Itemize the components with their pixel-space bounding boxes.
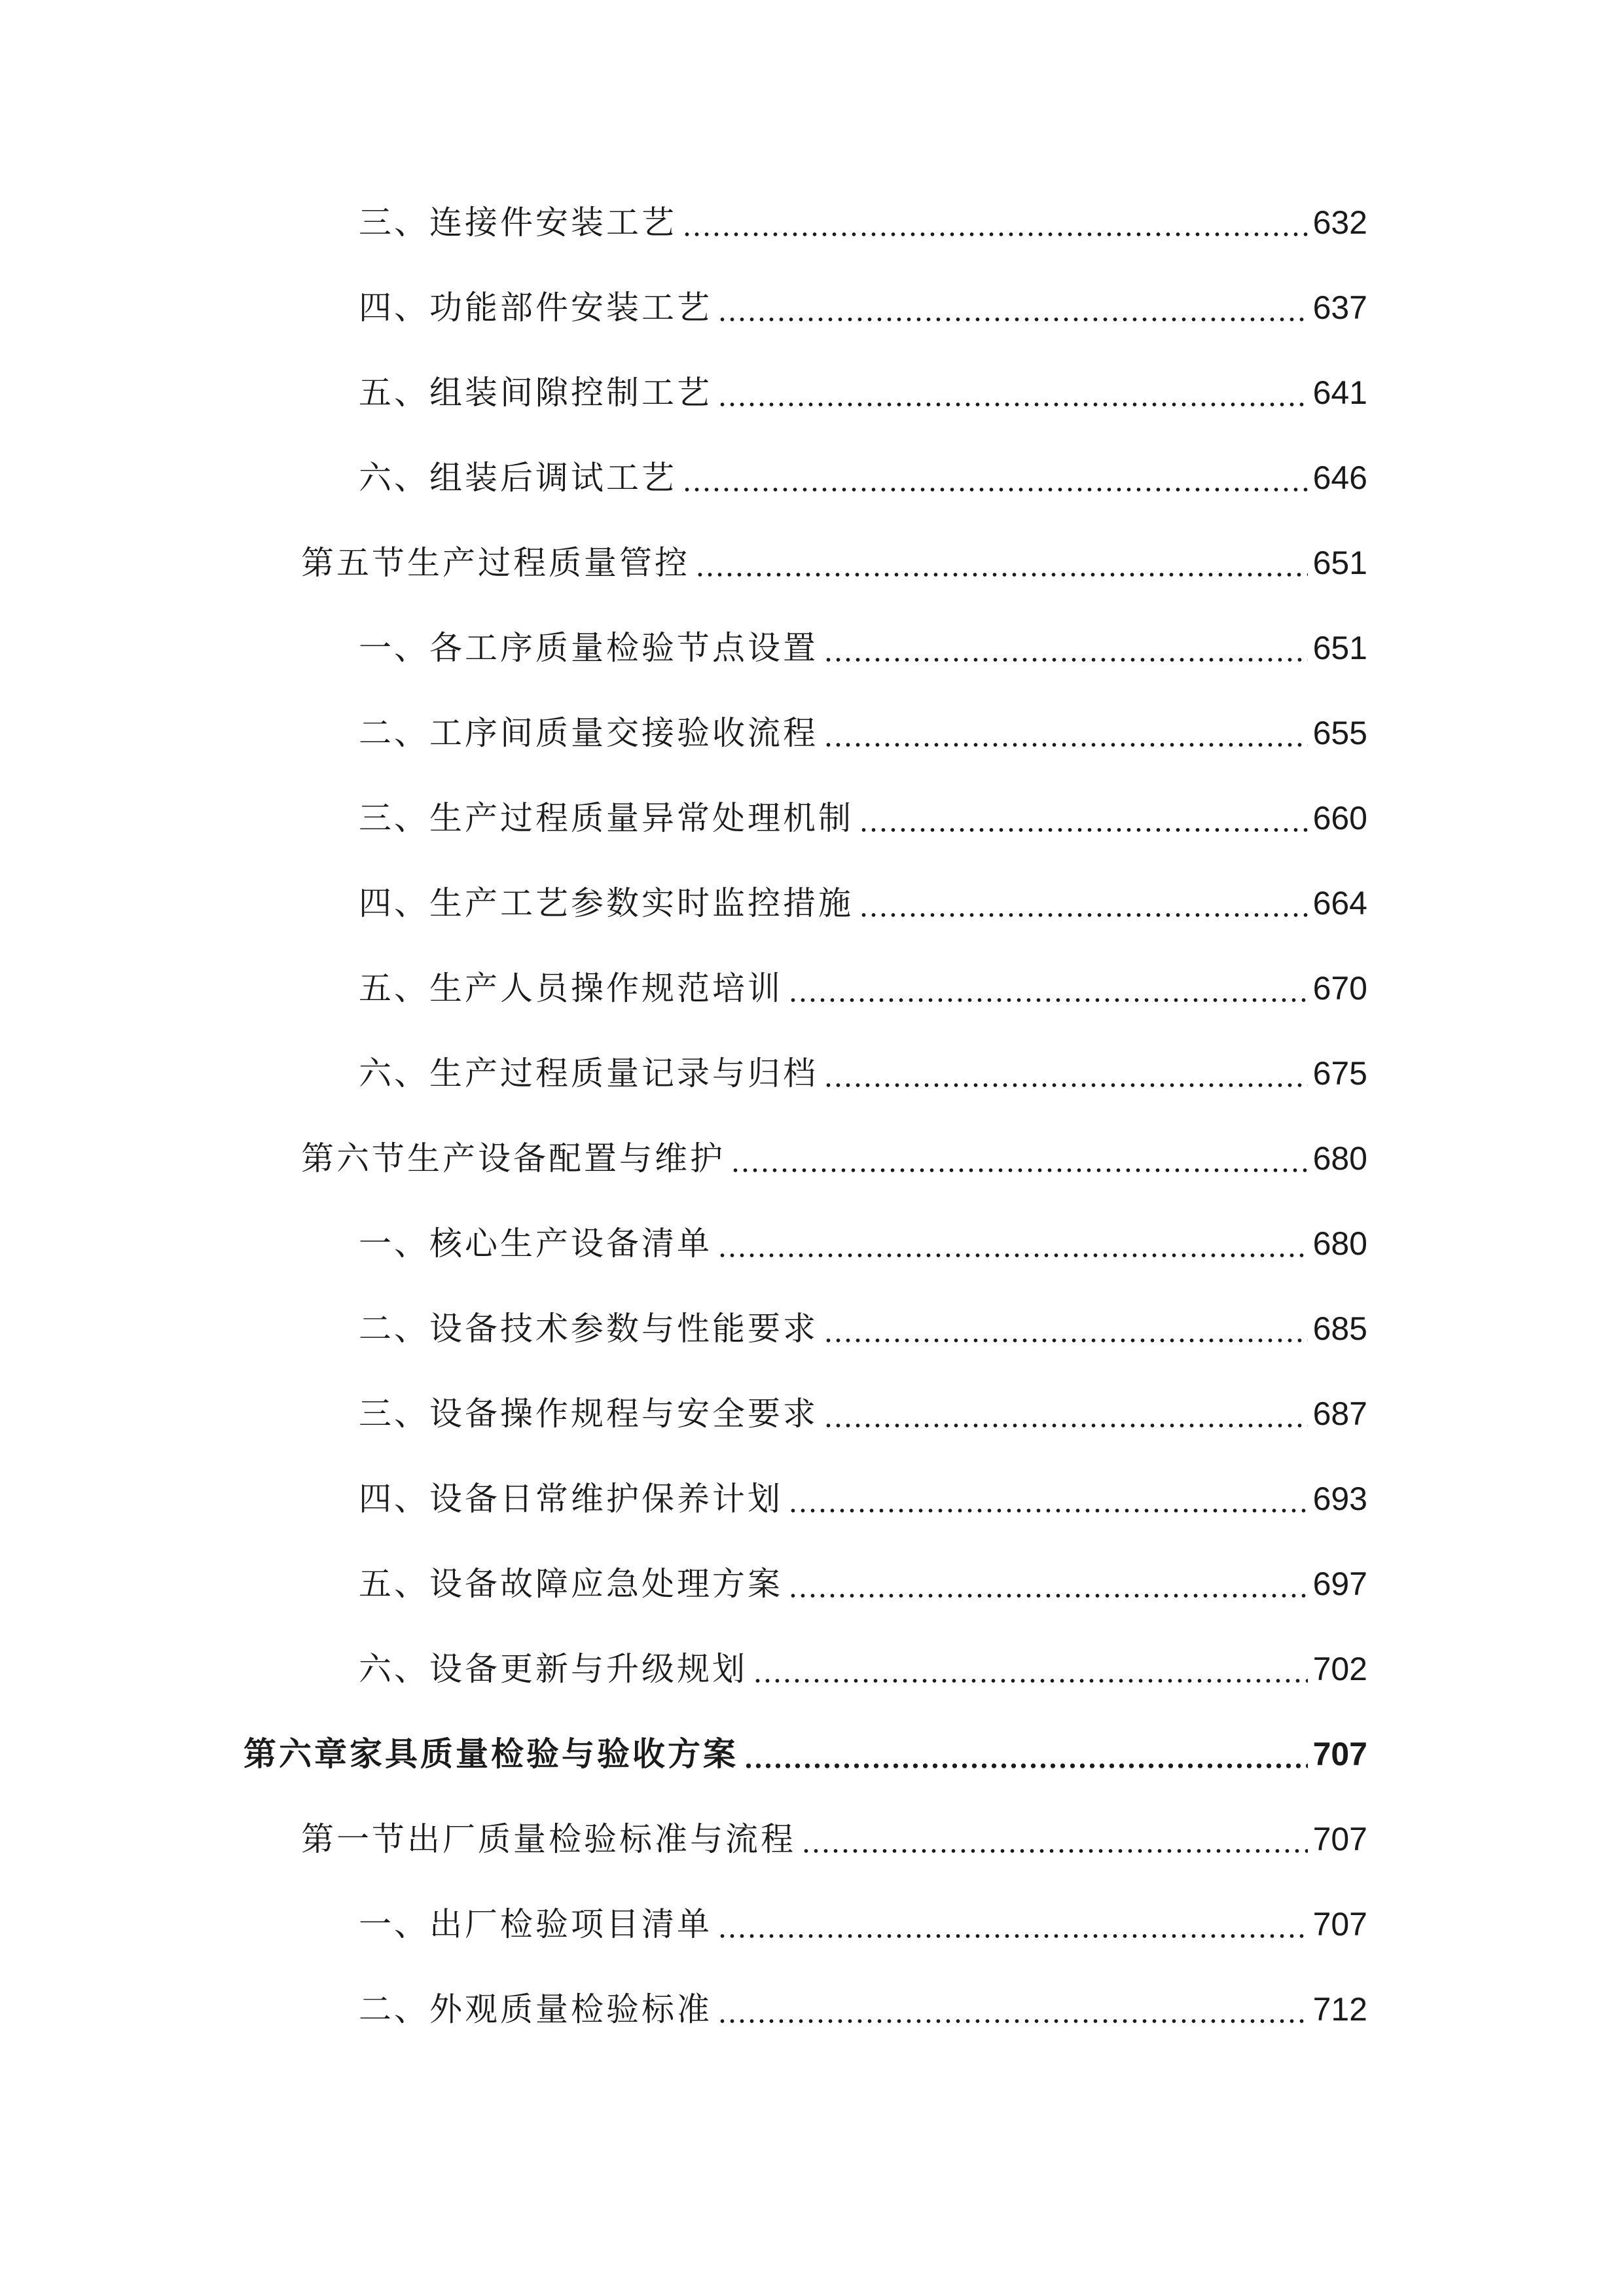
toc-dot-leader xyxy=(859,911,1308,919)
toc-page-number: 670 xyxy=(1312,970,1367,1007)
toc-dot-leader xyxy=(801,1847,1308,1855)
toc-dot-leader xyxy=(823,1081,1308,1089)
toc-page-number: 707 xyxy=(1312,1906,1367,1943)
toc-entry-title: 五、生产人员操作规范培训 xyxy=(359,969,783,1007)
toc-entry-title: 二、外观质量检验标准 xyxy=(359,1990,712,2028)
toc-entry[interactable] xyxy=(359,367,1367,419)
toc-entry-title: 二、工序间质量交接验收流程 xyxy=(359,714,818,752)
toc-entry[interactable] xyxy=(359,1983,1367,2036)
toc-page-number: 685 xyxy=(1312,1310,1367,1347)
toc-entry-title: 三、连接件安装工艺 xyxy=(359,204,677,242)
toc-entry-title: 六、组装后调试工艺 xyxy=(359,459,677,497)
toc-page-number: 632 xyxy=(1312,204,1367,241)
toc-page-number: 651 xyxy=(1312,545,1367,581)
toc-page-number: 680 xyxy=(1312,1140,1367,1177)
toc-dot-leader xyxy=(731,1166,1308,1174)
toc-entry-title: 五、设备故障应急处理方案 xyxy=(359,1565,783,1603)
toc-entry-title: 四、功能部件安装工艺 xyxy=(359,289,712,327)
toc-dot-leader xyxy=(859,826,1308,834)
toc-entry-title: 五、组装间隙控制工艺 xyxy=(359,374,712,412)
toc-entry[interactable] xyxy=(301,1813,1367,1865)
toc-page-number: 707 xyxy=(1312,1736,1367,1772)
toc-page-number: 641 xyxy=(1312,374,1367,411)
toc-dot-leader xyxy=(717,2017,1308,2025)
toc-entry-title: 三、生产过程质量异常处理机制 xyxy=(359,799,854,837)
toc-page-number: 651 xyxy=(1312,630,1367,666)
toc-page-number: 697 xyxy=(1312,1566,1367,1602)
toc-dot-leader xyxy=(823,741,1308,749)
toc-page-number: 712 xyxy=(1312,1991,1367,2028)
toc-page-number: 646 xyxy=(1312,459,1367,496)
toc-entry-title: 一、各工序质量检验节点设置 xyxy=(359,629,818,667)
toc-dot-leader xyxy=(788,996,1308,1004)
toc-entry[interactable] xyxy=(359,452,1367,504)
toc-entry-title: 第六章家具质量检验与验收方案 xyxy=(244,1735,738,1773)
toc-entry[interactable] xyxy=(359,1643,1367,1695)
toc-page-number: 707 xyxy=(1312,1821,1367,1857)
toc-dot-leader xyxy=(823,1336,1308,1344)
toc-entry[interactable] xyxy=(359,1047,1367,1100)
toc-dot-leader xyxy=(823,1422,1308,1429)
toc-page-number: 675 xyxy=(1312,1055,1367,1092)
toc-dot-leader xyxy=(717,1251,1308,1259)
toc-entry[interactable] xyxy=(359,877,1367,929)
toc-entry[interactable] xyxy=(359,707,1367,759)
toc-entry[interactable] xyxy=(359,196,1367,249)
toc-page-number: 637 xyxy=(1312,289,1367,326)
toc-entry[interactable] xyxy=(359,962,1367,1014)
toc-page-number: 687 xyxy=(1312,1395,1367,1432)
toc-entry-title: 第一节出厂质量检验标准与流程 xyxy=(301,1820,796,1858)
toc-entry[interactable] xyxy=(301,1132,1367,1185)
toc-entry[interactable] xyxy=(359,622,1367,674)
toc-entry-title: 二、设备技术参数与性能要求 xyxy=(359,1310,818,1348)
toc-entry[interactable] xyxy=(359,1302,1367,1355)
toc-entry-title: 四、设备日常维护保养计划 xyxy=(359,1480,783,1518)
toc-dot-leader xyxy=(717,401,1308,408)
toc-dot-leader xyxy=(788,1592,1308,1600)
toc-dot-leader xyxy=(823,656,1308,664)
toc-entry[interactable] xyxy=(359,1217,1367,1270)
toc-page-number: 660 xyxy=(1312,800,1367,836)
toc-entry[interactable] xyxy=(359,1898,1367,1950)
toc-dot-leader xyxy=(682,230,1308,238)
toc-dot-leader xyxy=(682,486,1308,493)
toc-dot-leader xyxy=(717,315,1308,323)
toc-entry[interactable] xyxy=(301,537,1367,589)
toc-entry[interactable] xyxy=(359,1558,1367,1610)
toc-dot-leader xyxy=(753,1677,1308,1685)
toc-entry[interactable] xyxy=(359,792,1367,844)
toc-page-number: 693 xyxy=(1312,1480,1367,1517)
toc-entry[interactable] xyxy=(359,281,1367,334)
toc-page-number: 680 xyxy=(1312,1225,1367,1262)
toc-page-number: 655 xyxy=(1312,715,1367,751)
toc-entry-title: 六、设备更新与升级规划 xyxy=(359,1650,748,1688)
toc-page-number: 702 xyxy=(1312,1651,1367,1687)
toc-entry-title: 六、生产过程质量记录与归档 xyxy=(359,1054,818,1092)
toc-entry[interactable] xyxy=(244,1728,1367,1780)
toc-dot-leader xyxy=(717,1932,1308,1940)
toc-entry[interactable] xyxy=(359,1388,1367,1440)
toc-entry-title: 第五节生产过程质量管控 xyxy=(301,544,690,582)
toc-entry-title: 一、出厂检验项目清单 xyxy=(359,1905,712,1943)
toc-entry-title: 第六节生产设备配置与维护 xyxy=(301,1139,725,1177)
toc-page-number: 664 xyxy=(1312,885,1367,922)
toc-entry-title: 一、核心生产设备清单 xyxy=(359,1225,712,1263)
toc-dot-leader xyxy=(744,1762,1308,1770)
toc-dot-leader xyxy=(695,571,1308,579)
toc-entry-title: 四、生产工艺参数实时监控措施 xyxy=(359,884,854,922)
toc-entry[interactable] xyxy=(359,1473,1367,1525)
toc-entry-title: 三、设备操作规程与安全要求 xyxy=(359,1395,818,1433)
toc-dot-leader xyxy=(788,1507,1308,1515)
